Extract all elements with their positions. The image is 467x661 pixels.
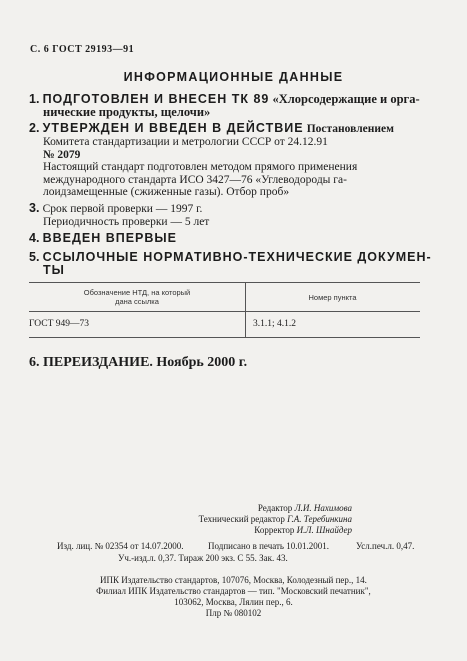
table-header-document	[29, 288, 245, 306]
section-number: 3.	[29, 201, 40, 215]
section-5	[29, 251, 432, 277]
section-text: международного стандарта ИСО 3427—76 «Углеводороды га-	[43, 173, 347, 186]
section-2	[29, 122, 394, 199]
editor-label: Редактор	[257, 503, 293, 513]
section-heading: ТЫ	[43, 263, 65, 277]
circulation-line: Уч.-изд.л. 0,37. Тираж 200 экз. С 55. Зак. 43.	[118, 553, 288, 563]
section-number: 2.	[29, 121, 40, 135]
tech-editor-name: Г.А. Теребинкина	[287, 514, 352, 524]
table-cell-items: 3.1.1; 4.1.2	[253, 319, 297, 329]
header-text: Обозначение НТД, на который	[83, 288, 191, 297]
section-text: Периодичность проверки — 5 лет	[43, 215, 210, 228]
editor-name: Л.И. Нахимова	[294, 503, 352, 513]
section-4	[29, 232, 177, 245]
publisher-line: ИПК Издательство стандартов, 107076, Москва, Колодезный пер., 14.	[100, 575, 367, 585]
publisher-block	[0, 575, 467, 619]
corrector-name: И.Л. Шнайдер	[296, 525, 352, 535]
section-text: «Хлорсодержащие и орга-	[272, 92, 420, 106]
reference-table	[29, 282, 420, 338]
header-text: дана ссылка	[115, 297, 159, 306]
section-text: лоидзамещенные (сжиженные газы). Отбор проб»	[43, 186, 290, 198]
section-3	[29, 202, 209, 228]
section-text: Постановлением	[306, 123, 394, 135]
document-title: ИНФОРМАЦИОННЫЕ ДАННЫЕ	[123, 70, 344, 84]
table-header-rule	[29, 311, 420, 312]
section-text: Настоящий стандарт подготовлен методом прямого применения	[43, 161, 358, 173]
page-header: С. 6 ГОСТ 29193—91	[30, 44, 135, 55]
table-cell-document: ГОСТ 949—73	[29, 319, 89, 329]
table-bottom-rule	[29, 337, 420, 338]
corrector-label: Корректор	[254, 525, 295, 535]
publisher-line: Филиал ИПК Издательство стандартов — тип. "Московский печатник",	[96, 586, 371, 596]
section-heading: ВВЕДЕН ВПЕРВЫЕ	[42, 231, 177, 245]
section-heading: ССЫЛОЧНЫЕ НОРМАТИВНО-ТЕХНИЧЕСКИЕ ДОКУМЕН-	[42, 250, 432, 264]
section-heading: УТВЕРЖДЕН И ВВЕДЕН В ДЕЙСТВИЕ	[42, 121, 304, 135]
signed-line: Подписано в печать 10.01.2001.	[208, 541, 330, 551]
section-text: № 2079	[43, 148, 81, 161]
section-text: Комитета стандартизации и метрологии СССР от 24.12.91	[43, 136, 328, 148]
editors-block	[199, 503, 352, 536]
section-number: 1.	[29, 92, 40, 106]
publisher-line: Плр № 080102	[205, 608, 262, 618]
tech-editor-label: Технический редактор	[198, 514, 285, 524]
reissue-note: 6. ПЕРЕИЗДАНИЕ. Ноябрь 2000 г.	[29, 355, 248, 370]
table-header-item: Номер пункта	[308, 293, 357, 302]
section-1	[29, 93, 420, 119]
section-text: Срок первой проверки — 1997 г.	[42, 203, 203, 215]
section-number: 4.	[29, 231, 40, 245]
table-top-rule	[29, 282, 420, 283]
section-number: 5.	[29, 250, 40, 264]
section-heading: ПОДГОТОВЛЕН И ВНЕСЕН ТК 89	[42, 92, 270, 106]
section-text: нические продукты, щелочи»	[43, 105, 211, 119]
publisher-line: 103062, Москва, Лялин пер., 6.	[174, 597, 293, 607]
license-line: Изд. лиц. № 02354 от 14.07.2000.	[57, 541, 184, 551]
print-sheets-line: Усл.печ.л. 0,47.	[356, 541, 415, 551]
table-column-divider	[245, 282, 246, 338]
